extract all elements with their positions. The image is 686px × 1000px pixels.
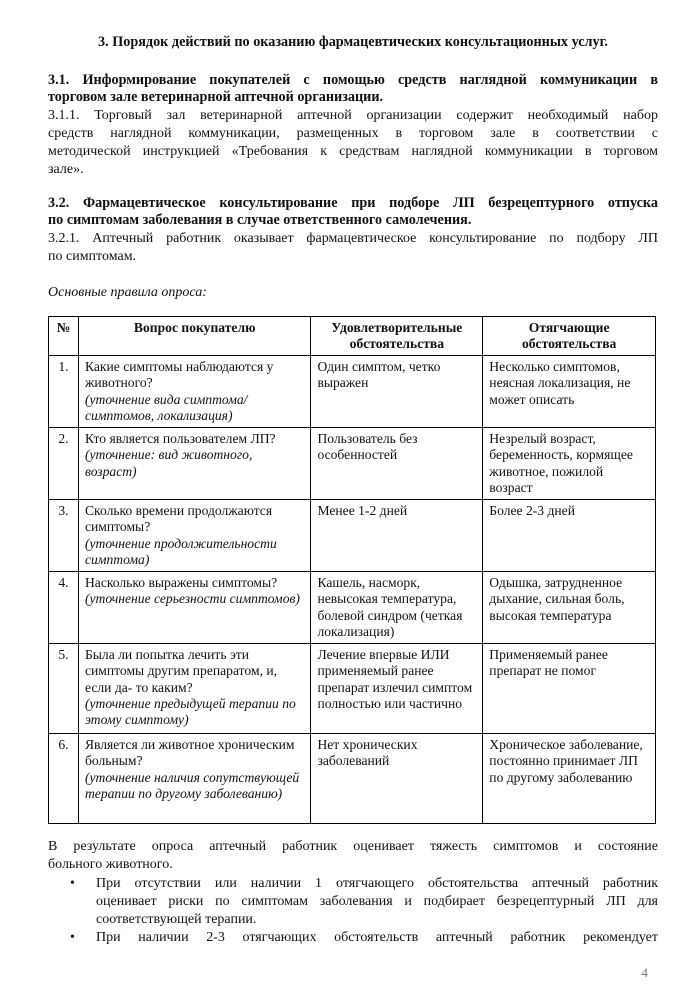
- row-good: Пользователь без особенностей: [311, 427, 483, 499]
- page-number: 4: [641, 965, 648, 980]
- row-bad: Одышка, затрудненное дыхание, сильная боль, высокая температура: [483, 571, 656, 643]
- survey-table: [48, 316, 656, 824]
- table-row: [49, 499, 656, 571]
- header-good: Удовлетворительные обстоятельства: [311, 317, 483, 356]
- bullet-icon: •: [70, 876, 75, 891]
- row-bad: Более 2-3 дней: [483, 499, 656, 571]
- question-note: (уточнение предыдущей терапии по этому симптому): [84, 696, 296, 728]
- rules-caption: Основные правила опроса:: [48, 285, 207, 300]
- row-question: [78, 643, 310, 733]
- paragraph-3-2-1: [48, 230, 658, 266]
- row-bad: Несколько симптомов, неясная локализация, не может описать: [483, 355, 656, 427]
- section-title: 3. Порядок действий по оказанию фармацевтических консультационных услуг.: [98, 34, 608, 50]
- row-question: [78, 733, 310, 823]
- row-bad: Хроническое заболевание, постоянно принимает ЛП по другому заболеванию: [483, 733, 656, 823]
- header-bad: Отягчающие обстоятельства: [483, 317, 656, 356]
- heading-3-1-line: торговом зале ветеринарной аптечной организации.: [48, 89, 384, 105]
- question-note: (уточнение серьезности симптомов): [84, 591, 300, 607]
- heading-3-2-line: по симптомам заболевания в случае ответственного самолечения.: [48, 212, 472, 228]
- row-num: 1.: [49, 355, 79, 427]
- heading-3-1-line: 3.1. Информирование покупателей с помощью средств наглядной коммуникации в: [48, 72, 658, 88]
- question-text: Какие симптомы наблюдаются у животного?: [84, 358, 274, 391]
- row-num: 2.: [49, 427, 79, 499]
- header-num: №: [49, 317, 79, 356]
- paragraph-line: В результате опроса аптечный работник оценивает тяжесть симптомов и состояние: [48, 839, 658, 854]
- question-text: Является ли животное хроническим больным?: [84, 736, 295, 769]
- row-good: Кашель, насморк, невысокая температура, болевой синдром (четкая локализация): [311, 571, 483, 643]
- list-item: [48, 875, 658, 929]
- table-row: [49, 643, 656, 733]
- table-row: [49, 427, 656, 499]
- paragraph-line: средств наглядной коммуникации, размещенных в торговом зале в соответствии с: [48, 126, 658, 141]
- row-bad: Незрелый возраст, беременность, кормящее животное, пожилой возраст: [483, 427, 656, 499]
- question-text: Сколько времени продолжаются симптомы?: [84, 502, 273, 535]
- list-item: [48, 929, 658, 947]
- bullet-line: При наличии 2-3 отягчающих обстоятельств аптечный работник рекомендует: [96, 930, 658, 945]
- row-question: [78, 427, 310, 499]
- row-question: [78, 499, 310, 571]
- row-bad: Применяемый ранее препарат не помог: [483, 643, 656, 733]
- row-good: Один симптом, четко выражен: [311, 355, 483, 427]
- bullet-line: оценивает риски по симптомам заболевания и подбирает безрецептурный ЛП для: [96, 894, 658, 909]
- question-note: (уточнение: вид животного, возраст): [84, 447, 253, 479]
- heading-3-2-line: 3.2. Фармацевтическое консультирование при подборе ЛП безрецептурного отпуска: [48, 195, 658, 211]
- row-good: Лечение впервые ИЛИ применяемый ранее препарат излечил симптом полностью или частично: [311, 643, 483, 733]
- bullet-icon: •: [70, 930, 75, 945]
- row-num: 4.: [49, 571, 79, 643]
- table-row: [49, 571, 656, 643]
- row-num: 6.: [49, 733, 79, 823]
- row-question: [78, 355, 310, 427]
- question-note: (уточнение продолжительности симптома): [84, 535, 277, 568]
- table-row: [49, 733, 656, 823]
- question-text: Насколько выражены симптомы?: [84, 574, 278, 590]
- question-text: Была ли попытка лечить эти симптомы другим препаратом, и, если да- то каким?: [84, 646, 278, 695]
- question-note: (уточнение вида симптома/ симптомов, локализация): [84, 391, 248, 424]
- row-good: Нет хронических заболеваний: [311, 733, 483, 823]
- row-num: 3.: [49, 499, 79, 571]
- paragraph-3-1-1: [48, 107, 658, 179]
- question-note: (уточнение наличия сопутствующей терапии по другому заболеванию): [84, 769, 300, 802]
- row-good: Менее 1-2 дней: [311, 499, 483, 571]
- table-row: [49, 355, 656, 427]
- bullet-list: [48, 875, 658, 947]
- paragraph-line: 3.2.1. Аптечный работник оказывает фармацевтическое консультирование по подбору ЛП: [48, 231, 658, 246]
- paragraph-line: 3.1.1. Торговый зал ветеринарной аптечной организации содержит необходимый набор: [48, 108, 658, 123]
- table-header-row: [49, 317, 656, 356]
- paragraph-line: методической инструкцией «Требования к средствам наглядной коммуникации в торговом: [48, 144, 658, 159]
- bullet-line: соответствующей терапии.: [96, 912, 257, 927]
- row-question: [78, 571, 310, 643]
- heading-3-1: [48, 72, 658, 106]
- result-paragraph: [48, 838, 658, 874]
- paragraph-line: по симптомам.: [48, 249, 137, 264]
- header-question: Вопрос покупателю: [78, 317, 310, 356]
- question-text: Кто является пользователем ЛП?: [84, 430, 276, 446]
- row-num: 5.: [49, 643, 79, 733]
- paragraph-line: зале».: [48, 162, 84, 177]
- heading-3-2: [48, 195, 658, 229]
- bullet-line: При отсутствии или наличии 1 отягчающего обстоятельства аптечный работник: [96, 876, 658, 891]
- paragraph-line: больного животного.: [48, 857, 173, 872]
